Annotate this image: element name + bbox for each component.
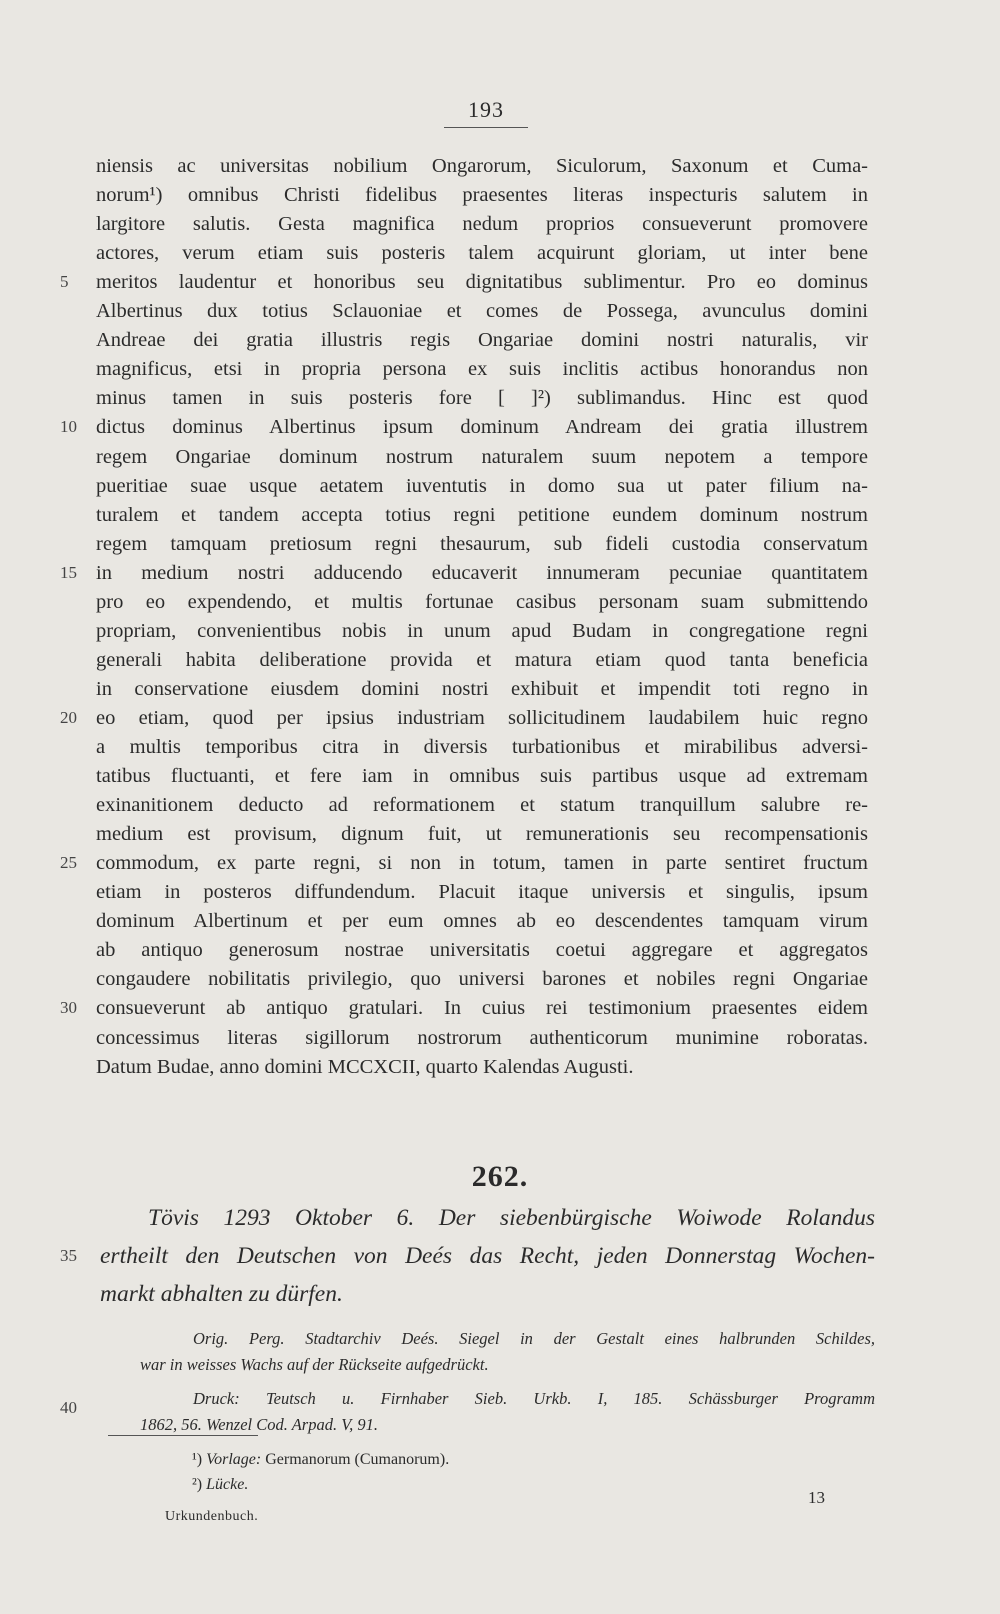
body-line: consueverunt ab antiquo gratulari. In cuius rei testimonium praesentes eidem (96, 997, 868, 1020)
body-line: Albertinus dux totius Sclauoniae et comes de Possega, avunculus domini (96, 300, 868, 323)
body-line: norum¹) omnibus Christi fidelibus praesentes literas inspecturis salutem in (96, 184, 868, 207)
line-number: 5 (60, 272, 69, 292)
source-note-line: war in weisses Wachs auf der Rückseite aufgedrückt. (140, 1355, 489, 1374)
body-line: exinanitionem deducto ad reformationem et statum tranquillum salubre re- (96, 794, 868, 817)
footnote-1 (192, 1448, 449, 1472)
body-line: generali habita deliberatione provida et matura etiam quod tanta beneficia (96, 648, 868, 671)
body-line: pueritiae suae usque aetatem iuventutis in domo sua ut pater filium na- (96, 474, 868, 497)
body-line: pro eo expendendo, et multis fortunae casibus personam suam submittendo (96, 590, 868, 613)
footnote-text: Germanorum (Cumanorum). (265, 1451, 450, 1468)
body-line: in conservatione eiusdem domini nostri exhibuit et impendit toti regno in (96, 677, 868, 700)
source-note-line: Druck: Teutsch u. Firnhaber Sieb. Urkb. I, 185. Schässburger Programm (193, 1389, 875, 1408)
document-number: 262. (471, 1160, 529, 1193)
headline-line: Tövis 1293 Oktober 6. Der siebenbürgische Woiwode Rolandus (148, 1205, 875, 1231)
printer-signature: Urkundenbuch. (165, 1509, 259, 1524)
body-line: Andreae dei gratia illustris regis Ongariae domini nostri naturalis, vir (96, 329, 868, 352)
body-line: largitore salutis. Gesta magnifica nedum proprios consueverunt promovere (96, 213, 868, 236)
body-line: medium est provisum, dignum fuit, ut remunerationis seu recompensationis (96, 823, 868, 846)
body-line: regem Ongariae dominum nostrum naturalem suum nepotem a tempore (96, 445, 868, 468)
sheet-number: 13 (808, 1488, 825, 1507)
body-line: magnificus, etsi in propria persona ex suis inclitis actibus honorandus non (96, 358, 868, 381)
line-number: 30 (60, 998, 77, 1018)
body-line: turalem et tandem accepta totius regni petitione eundem dominum nostrum (96, 503, 868, 526)
body-line: eo etiam, quod per ipsius industriam sollicitudinem laudabilem huic regno (96, 706, 868, 729)
line-number: 10 (60, 417, 77, 437)
footnote-marker: ¹) (192, 1451, 203, 1468)
footnote-label: Lücke. (206, 1476, 249, 1493)
body-line: minus tamen in suis posteris fore [ ]²) sublimandus. Hinc est quod (96, 387, 868, 410)
line-number: 35 (60, 1246, 77, 1265)
line-number: 20 (60, 707, 77, 727)
body-line: Datum Budae, anno domini MCCXCII, quarto Kalendas Augusti. (96, 1055, 634, 1078)
body-line: dictus dominus Albertinus ipsum dominum Andream dei gratia illustrem (96, 416, 868, 439)
source-note-line: 1862, 56. Wenzel Cod. Arpad. V, 91. (140, 1415, 379, 1434)
line-number: 40 (60, 1398, 77, 1417)
line-number: 15 (60, 562, 77, 582)
source-note-line: Orig. Perg. Stadtarchiv Deés. Siegel in der Gestalt eines halbrunden Schildes, (193, 1329, 875, 1348)
body-line: actores, verum etiam suis posteris talem acquirunt gloriam, ut inter bene (96, 242, 868, 265)
body-line: congaudere nobilitatis privilegio, quo universi barones et nobiles regni Ongariae (96, 968, 868, 991)
body-line: dominum Albertinum et per eum omnes ab eo descendentes tamquam virum (96, 910, 868, 933)
body-line: commodum, ex parte regni, si non in totum, tamen in parte sentiret fructum (96, 852, 868, 875)
footnote-marker: ²) (192, 1476, 203, 1493)
headline-line: markt abhalten zu dürfen. (100, 1281, 343, 1307)
body-line: propriam, convenientibus nobis in unum apud Budam in congregatione regni (96, 619, 868, 642)
body-line: a multis temporibus citra in diversis turbationibus et mirabilibus adversi- (96, 736, 868, 758)
body-line: etiam in posteros diffundendum. Placuit itaque universis et singulis, ipsum (96, 881, 868, 904)
body-line: concessimus literas sigillorum nostrorum authenticorum munimine roboratas. (96, 1026, 868, 1049)
body-line: meritos laudentur et honoribus seu dignitatibus sublimentur. Pro eo dominus (96, 271, 868, 294)
body-line: niensis ac universitas nobilium Ongarorum, Siculorum, Saxonum et Cuma- (96, 155, 868, 177)
page-number-rule (444, 127, 528, 128)
body-line: ab antiquo generosum nostrae universitatis coetui aggregare et aggregatos (96, 939, 868, 962)
body-line: in medium nostri adducendo educaverit innumeram pecuniae quantitatem (96, 561, 868, 584)
footnote-rule (108, 1435, 258, 1436)
line-number: 25 (60, 853, 77, 873)
body-line: tatibus fluctuanti, et fere iam in omnibus suis partibus usque ad extremam (96, 765, 868, 788)
headline-line: ertheilt den Deutschen von Deés das Recht, jeden Donnerstag Wochen- (100, 1243, 875, 1269)
body-line: regem tamquam pretiosum regni thesaurum, sub fideli custodia conservatum (96, 532, 868, 555)
footnote-label: Vorlage: (206, 1451, 262, 1468)
footnote-2 (192, 1473, 248, 1497)
page-number: 193 (468, 97, 504, 122)
